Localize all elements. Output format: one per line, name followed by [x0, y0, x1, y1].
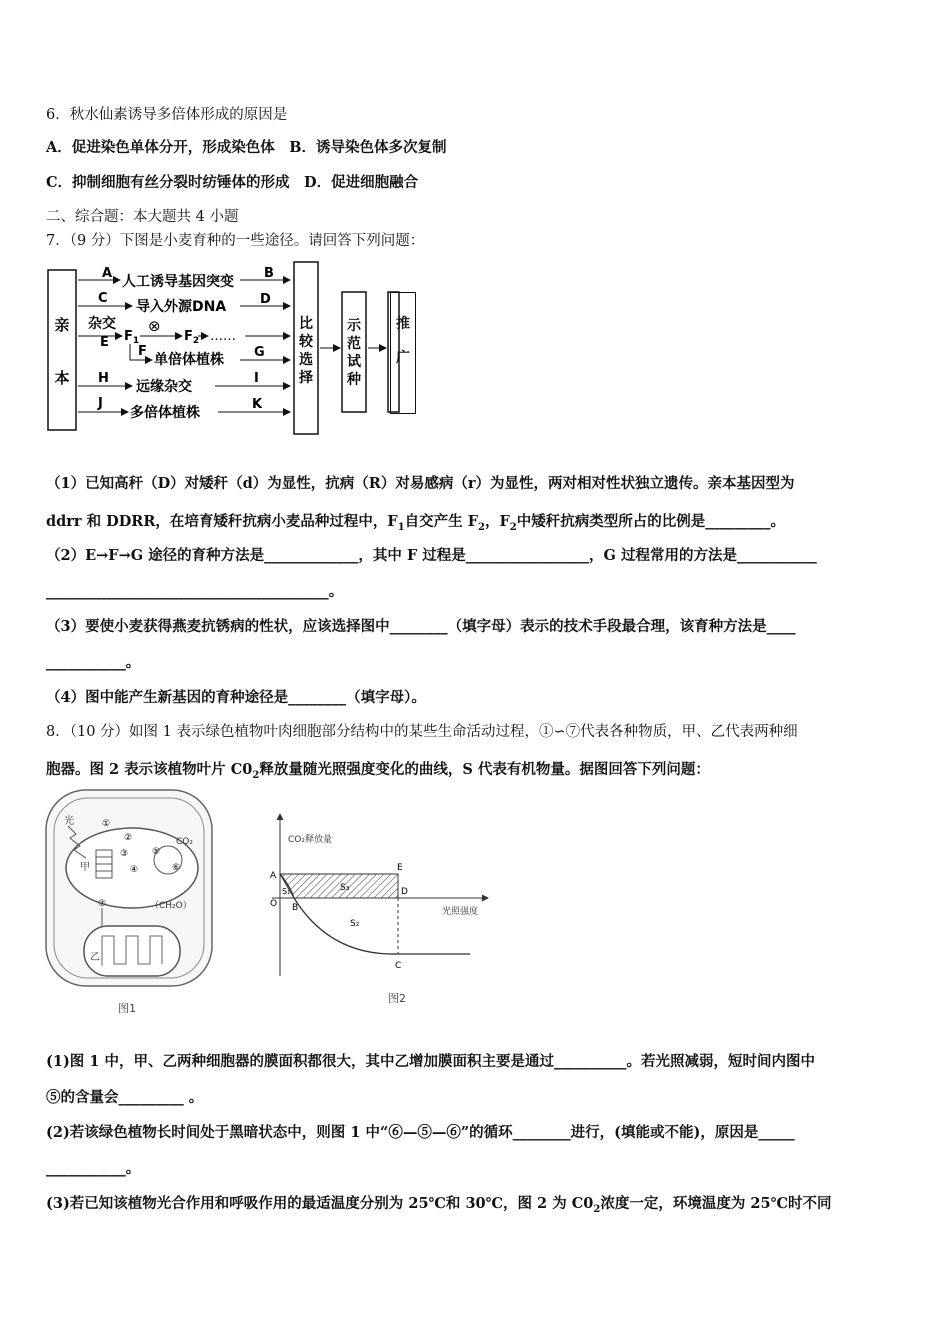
area-label-s3: S₃	[340, 883, 350, 893]
label-C: C	[98, 291, 108, 306]
label-H: H	[98, 371, 109, 386]
q8-p1-line1: (1)图 1 中，甲、乙两种细胞器的膜面积都很大，其中乙增加膜面积主要是通过__________。若光照减弱，短时间内图中	[46, 1053, 815, 1070]
q8-p3-line1: (3)若已知该植物光合作用和呼吸作用的最适温度分别为 25℃和 30℃，图 2 为 $C0_2$浓度一定，环境温度为 25℃时不同	[46, 1195, 832, 1215]
organelle-b: 乙	[90, 952, 100, 963]
q6-options-cd: C．抑制细胞有丝分裂时纺锤体的形成 D．促进细胞融合	[46, 174, 419, 191]
compare-4: 择	[299, 370, 313, 386]
q7-p4: （4）图中能产生新基因的育种途径是________（填字母）。	[46, 689, 426, 706]
label-G: G	[254, 345, 265, 360]
q8-p1-line2: ⑤的含量会_________ 。	[46, 1089, 204, 1106]
parent-char-1: 亲	[54, 316, 70, 334]
parent-char-2: 本	[54, 369, 70, 387]
point-A: A	[270, 871, 277, 881]
q7-stem: 7．（9 分）下图是小麦育种的一些途径。请回答下列问题：	[46, 233, 425, 249]
point-O: O	[270, 899, 278, 909]
q8-stem-line2: 胞器。图 2 表示该植物叶片 $C0_2$释放量随光照强度变化的曲线，S 代表有机物量。据图回答下列问题：	[46, 761, 710, 781]
q7-p1-line2: ddrr 和 DDRR，在培育矮秆抗病小麦品种过程中，$F_1$自交产生 $F_2$，$F_2$中矮秆抗病类型所占的比例是_________。	[46, 513, 785, 533]
num-5: ⑤	[152, 847, 161, 857]
label-F1: $F_1$	[124, 329, 140, 346]
path-mutation: 人工诱导基因突变	[122, 274, 234, 290]
fig2-ylabel: CO₂释放量	[288, 835, 332, 845]
demo-3: 试	[347, 354, 361, 370]
light-label: 光	[64, 816, 74, 827]
q7-p3-line2: ___________。	[46, 654, 141, 671]
path-haploid: 单倍体植株	[154, 352, 224, 368]
label-K: K	[252, 397, 263, 412]
point-D: D	[401, 887, 408, 897]
label-E: E	[100, 335, 109, 350]
demo-2: 范	[347, 336, 361, 352]
fig2-chart	[270, 814, 488, 1005]
point-B: B	[292, 903, 299, 913]
num-4: ④	[130, 865, 139, 875]
q7-p3-line1: （3）要使小麦获得燕麦抗锈病的性状，应该选择图中________（填字母）表示的技术手段最合理，该育种方法是____	[46, 618, 796, 635]
label-I: I	[254, 371, 259, 386]
parent-box	[48, 270, 76, 430]
dots: ……	[210, 329, 236, 344]
organelle-a: 甲	[80, 862, 90, 873]
num-3: ③	[120, 849, 129, 859]
point-C: C	[395, 961, 402, 971]
path-distant: 远缘杂交	[136, 379, 192, 395]
label-B: B	[264, 266, 274, 281]
num-7: ⑦	[98, 899, 107, 909]
num-2: ②	[124, 833, 133, 843]
mitochondrion	[84, 926, 180, 976]
promote-2: 广	[396, 350, 410, 366]
label-J: J	[98, 396, 103, 411]
area-label-s1: S₁	[282, 887, 291, 896]
q6-stem: 6．秋水仙素诱导多倍体形成的原因是	[46, 107, 288, 123]
path-polyploid: 多倍体植株	[130, 405, 200, 421]
selfing-symbol: ⊗	[148, 317, 161, 335]
path-dna: 导入外源DNA	[136, 299, 227, 315]
num-1: ①	[102, 819, 111, 829]
label-F: F	[138, 344, 147, 359]
num-6: ⑥	[172, 863, 181, 873]
fig2-xlabel: 光照强度	[442, 907, 479, 917]
q8-p2-line1: (2)若该绿色植物长时间处于黑暗状态中，则图 1 中“⑥—⑤—⑥”的循环________进行，(填能或不能)，原因是_____	[46, 1124, 795, 1141]
label-A: A	[102, 266, 113, 281]
area-label-s2: S₂	[350, 919, 360, 929]
ch2o-label: （CH₂O）	[150, 901, 192, 911]
q7-p2-line2: _______________________________________。	[46, 583, 344, 600]
path-cross: 杂交	[88, 316, 116, 332]
label-D: D	[260, 292, 271, 307]
compare-2: 较	[299, 334, 313, 350]
section-title: 二、综合题：本大题共 4 小题	[46, 209, 239, 225]
demo-box	[342, 292, 366, 412]
q8-stem-line1: 8．（10 分）如图 1 表示绿色植物叶肉细胞部分结构中的某些生命活动过程，①∽⑦代表各种物质，甲、乙代表两种细	[46, 724, 798, 740]
promote-1: 推	[396, 316, 410, 332]
q6-options-ab: A．促进染色单体分开，形成染色体 B．诱导染色体多次复制	[46, 139, 447, 156]
breeding-diagram	[40, 258, 400, 440]
q7-p2-line1: （2）E→F→G 途径的育种方法是_____________，其中 F 过程是_________________，G 过程常用的方法是___________	[46, 547, 817, 564]
fig2-caption: 图2	[388, 992, 406, 1005]
compare-1: 比	[299, 316, 313, 332]
area-s3	[280, 874, 398, 898]
q7-p1-line1: （1）已知高秆（D）对矮秆（d）为显性，抗病（R）对易感病（r）为显性，两对相对性状独立遗传。亲本基因型为	[46, 475, 795, 492]
co2-label: CO₂	[176, 837, 193, 847]
promote-box-outer	[390, 292, 416, 414]
demo-4: 种	[347, 372, 361, 388]
q8-p2-line2: ___________。	[46, 1160, 141, 1177]
demo-1: 示	[347, 318, 361, 334]
fig1-caption: 图1	[118, 1002, 136, 1015]
label-F2: $F_2$	[184, 329, 200, 346]
compare-3: 选	[299, 352, 313, 368]
figures-1-2	[40, 786, 510, 1018]
point-E: E	[397, 863, 403, 873]
